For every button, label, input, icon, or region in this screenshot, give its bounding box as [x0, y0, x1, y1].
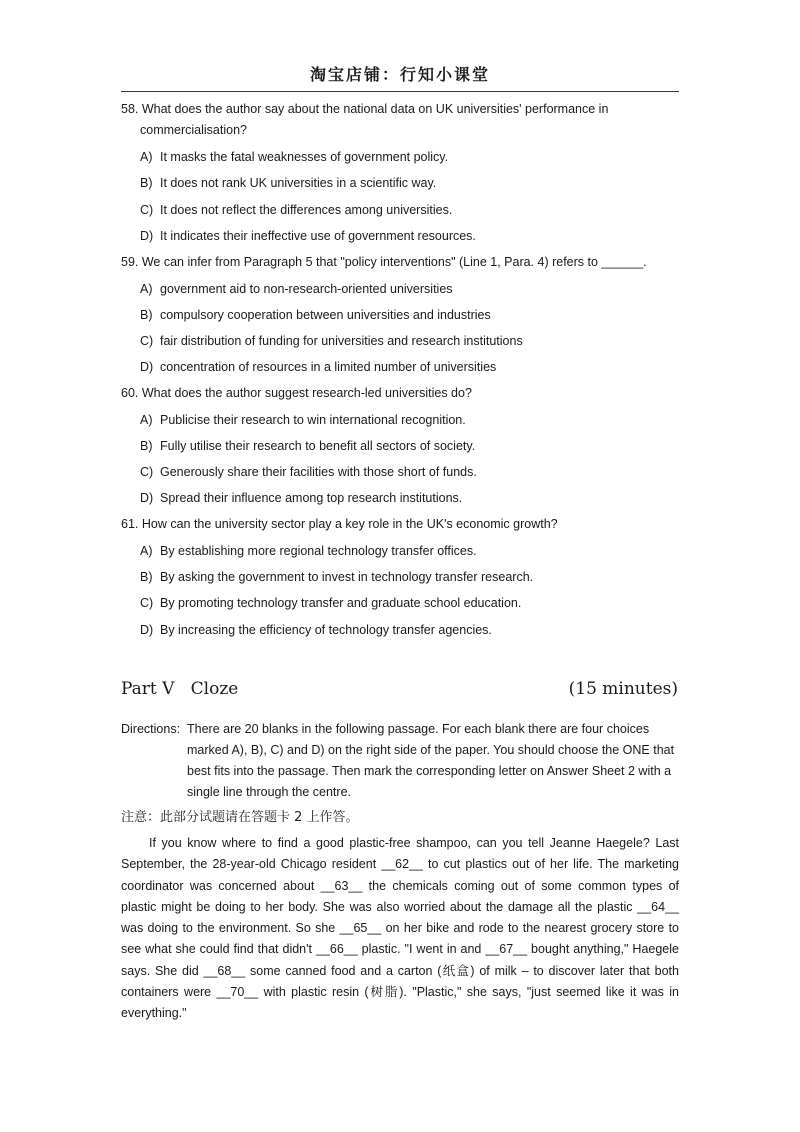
option-60-a: A) Publicise their research to win international recognition. — [140, 413, 466, 427]
part-time: (15 minutes) — [568, 679, 678, 699]
option-59-b: B) compulsory cooperation between universities and industries — [140, 308, 491, 322]
option-58-d: D) It indicates their ineffective use of government resources. — [140, 229, 476, 243]
part-title: Part V Cloze — [121, 679, 239, 699]
option-59-a: A) government aid to non-research-oriented universities — [140, 282, 453, 296]
directions — [121, 719, 681, 803]
option-60-b: B) Fully utilise their research to benefit all sectors of society. — [140, 439, 476, 453]
option-58-b: B) It does not rank UK universities in a scientific way. — [140, 176, 437, 190]
header-divider — [121, 91, 679, 92]
option-58-a: A) It masks the fatal weaknesses of government policy. — [140, 150, 449, 164]
answer-sheet-note: 注意：此部分试题请在答题卡 2 上作答。 — [121, 810, 359, 825]
question-60-stem — [121, 383, 661, 404]
directions-label: Directions: — [121, 722, 181, 736]
cloze-passage: If you know where to find a good plastic-free shampoo, can you tell Jeanne Haegele? Last September, the 28-year-old Chicago resident __62__ to cut plastics out of her life. The marketing coordinator was concerned about __63__ the chemicals coming out of some common types of plastic might be doing to her body. She was also worried about the damage all the plastic __64__ was doing to the environment. So she __65__ on her bike and rode to the nearest grocery store to see what she could find that didn't __66__ plastic. "I went in and __67__ bought anything," Haegele says. She did __68__ some canned food and a carton (纸盒) of milk – to discover later that both containers were __70__ with plastic resin (树脂). "Plastic," she says, "just seemed like it was in everything." — [121, 836, 679, 1021]
option-58-c: C) It does not reflect the differences among universities. — [140, 203, 453, 217]
option-61-c: C) By promoting technology transfer and graduate school education. — [140, 596, 522, 610]
question-58-line1: 58. What does the author say about the national data on UK universities' performance in — [121, 102, 609, 116]
question-58-stem — [121, 99, 661, 141]
page-header: 淘宝店铺：行知小课堂 — [309, 65, 490, 84]
option-60-d: D) Spread their influence among top research institutions. — [140, 491, 463, 505]
question-59-line1: 59. We can infer from Paragraph 5 that "policy interventions" (Line 1, Para. 4) refers to ______. — [121, 255, 647, 269]
option-61-a: A) By establishing more regional technology transfer offices. — [140, 544, 477, 558]
option-60-c: C) Generously share their facilities with those short of funds. — [140, 465, 477, 479]
directions-text: There are 20 blanks in the following passage. For each blank there are four choices marked A), B), C) and D) on the right side of the paper. You should choose the ONE that best fits into the passage. Then mark the corresponding letter on Answer Sheet 2 with a single line through the centre. — [187, 722, 675, 799]
question-59-stem — [121, 252, 661, 273]
question-61-line1: 61. How can the university sector play a key role in the UK's economic growth? — [121, 517, 558, 531]
option-59-c: C) fair distribution of funding for universities and research institutions — [140, 334, 523, 348]
option-59-d: D) concentration of resources in a limited number of universities — [140, 360, 497, 374]
option-61-d: D) By increasing the efficiency of technology transfer agencies. — [140, 623, 492, 637]
question-61-stem — [121, 514, 661, 535]
question-60-line1: 60. What does the author suggest research-led universities do? — [121, 386, 472, 400]
question-58-line2: commercialisation? — [140, 123, 247, 137]
option-61-b: B) By asking the government to invest in technology transfer research. — [140, 570, 534, 584]
